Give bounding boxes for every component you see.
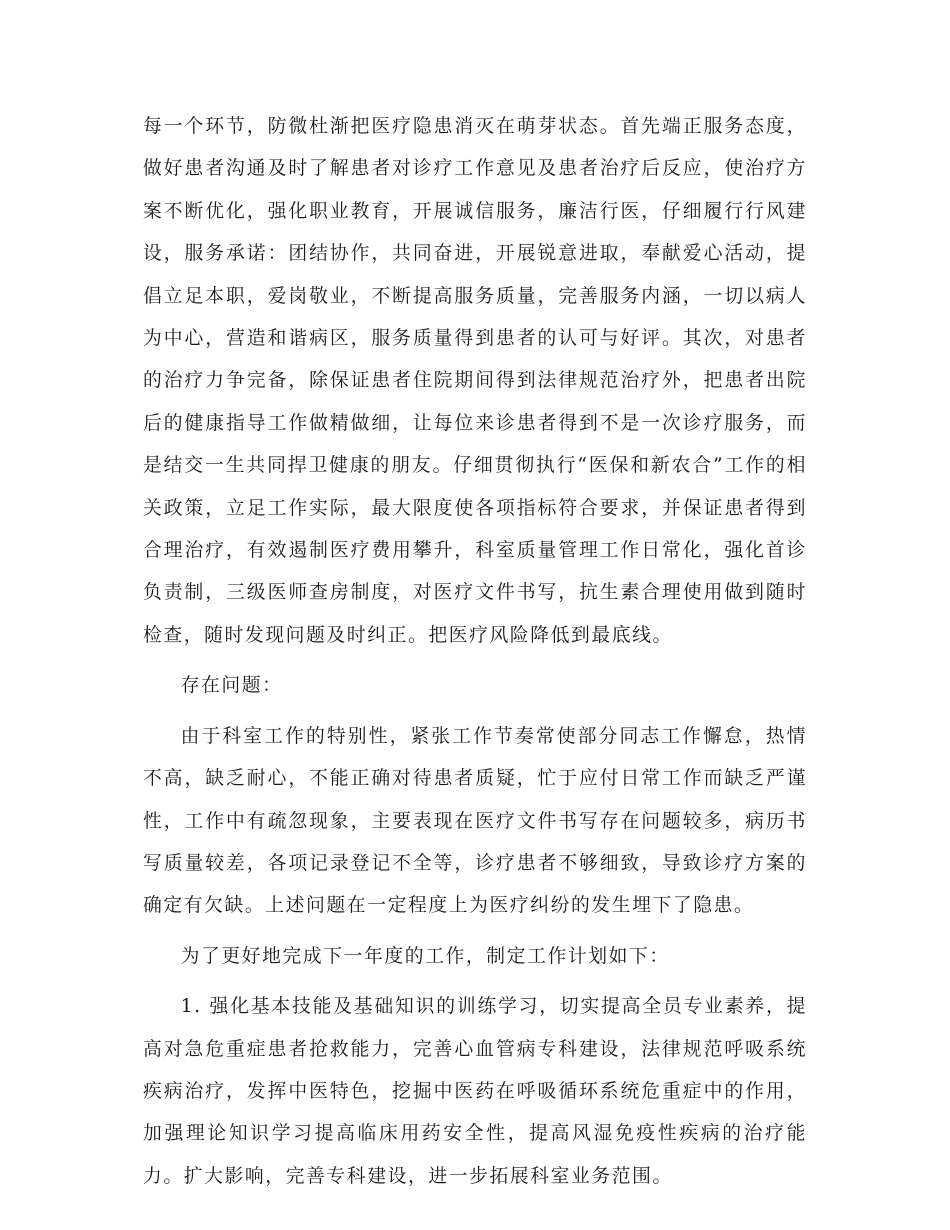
list-item-plan-1: 1. 强化基本技能及基础知识的训练学习，切实提高全员专业素养，提高对急危重症患者抢救能力，完善心血管病专科建设，法律规范呼吸系统疾病治疗，发挥中医特色，挖掘中医药在呼吸循环系统危重症中的作用，加强理论知识学习提高临床用药安全性，提高风湿免疫性疾病的治疗能力。扩大影响，完善专科建设，进一步拓展科室业务范围。 [143,996,807,1187]
paragraph-continuation: 每一个环节，防微杜渐把医疗隐患消灭在萌芽状态。首先端正服务态度，做好患者沟通及时了解患者对诊疗工作意见及患者治疗后反应，使治疗方案不断优化，强化职业教育，开展诚信服务，廉洁行医，仔细履行行风建设，服务承诺：团结协作，共同奋进，开展锐意进取，奉献爱心活动，提倡立足本职，爱岗敬业，不断提高服务质量，完善服务内涵，一切以病人为中心，营造和谐病区，服务质量得到患者的认可与好评。其次，对患者的治疗力争完备，除保证患者住院期间得到法律规范治疗外，把患者出院后的健康指导工作做精做细，让每位来诊患者得到不是一次诊疗服务，而是结交一生共同捍卫健康的朋友。仔细贯彻执行“医保和新农合”工作的相关政策，立足工作实际，最大限度使各项指标符合要求，并保证患者得到合理治疗，有效遏制医疗费用攀升，科室质量管理工作日常化，强化首诊负责制，三级医师查房制度，对医疗文件书写，抗生素合理使用做到随时检查，随时发现问题及时纠正。把医疗风险降低到最底线。 [143,116,807,646]
paragraph-problems: 由于科室工作的特别性，紧张工作节奏常使部分同志工作懈怠，热情不高，缺乏耐心，不能正确对待患者质疑，忙于应付日常工作而缺乏严谨性，工作中有疏忽现象，主要表现在医疗文件书写存在问题较多，病历书写质量较差，各项记录登记不全等，诊疗患者不够细致，导致诊疗方案的确定有欠缺。上述问题在一定程度上为医疗纠纷的发生埋下了隐患。 [143,725,807,917]
document-body [143,106,807,1198]
section-heading-problems: 存在问题： [180,675,283,697]
paragraph-plan-intro: 为了更好地完成下一年度的工作，制定工作计划如下： [180,945,670,967]
